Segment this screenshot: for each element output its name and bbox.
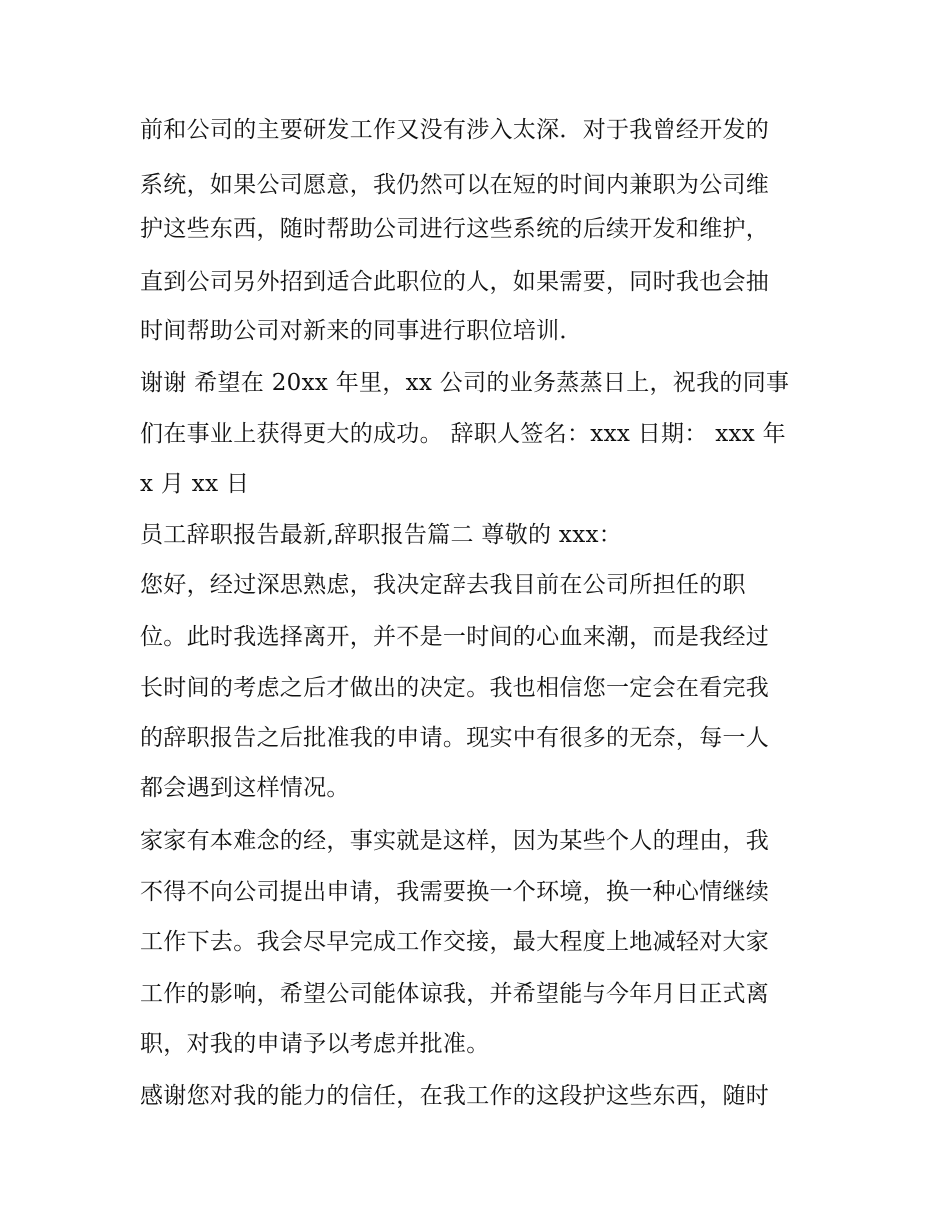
text-line: 不得不向公司提出申请，我需要换一个环境，换一种心情继续	[140, 879, 770, 905]
text-line: 感谢您对我的能力的信任，在我工作的这段护这些东西，随时	[140, 1083, 770, 1109]
text-line: 的辞职报告之后批准我的申请。现实中有很多的无奈，每一人	[140, 725, 770, 751]
text-line: 职，对我的申请予以考虑并批准。	[140, 1031, 490, 1057]
text-line: 您好，经过深思熟虑，我决定辞去我目前在公司所担任的职	[140, 572, 746, 598]
text-line: 护这些东西，随时帮助公司进行这些系统的后续开发和维护，	[140, 216, 770, 242]
text-line: 前和公司的主要研发工作又没有涉入太深．对于我曾经开发的	[140, 117, 770, 143]
text-line: 时间帮助公司对新来的同事进行职位培训．	[140, 318, 583, 344]
text-line: 工作下去。我会尽早完成工作交接，最大程度上地减轻对大家	[140, 929, 770, 955]
text-line: 系统，如果公司愿意，我仍然可以在短的时间内兼职为公司维	[140, 172, 770, 198]
text-line: 员工辞职报告最新,辞职报告篇二 尊敬的 xxx：	[140, 522, 623, 548]
text-line: 都会遇到这样情况。	[140, 775, 350, 801]
text-line: 谢谢 希望在 20xx 年里，xx 公司的业务蒸蒸日上，祝我的同事	[140, 370, 790, 396]
text-line: 位。此时我选择离开，并不是一时间的心血来潮，而是我经过	[140, 624, 770, 650]
text-line: 家家有本难念的经，事实就是这样，因为某些个人的理由，我	[140, 828, 770, 854]
text-line: 工作的影响，希望公司能体谅我，并希望能与今年月日正式离	[140, 981, 770, 1007]
text-line: x 月 xx 日	[140, 471, 250, 497]
text-line: 直到公司另外招到适合此职位的人，如果需要，同时我也会抽	[140, 269, 770, 295]
text-line: 们在事业上获得更大的成功。 辞职人签名：xxx 日期： xxx 年	[140, 421, 786, 447]
text-line: 长时间的考虑之后才做出的决定。我也相信您一定会在看完我	[140, 675, 770, 701]
